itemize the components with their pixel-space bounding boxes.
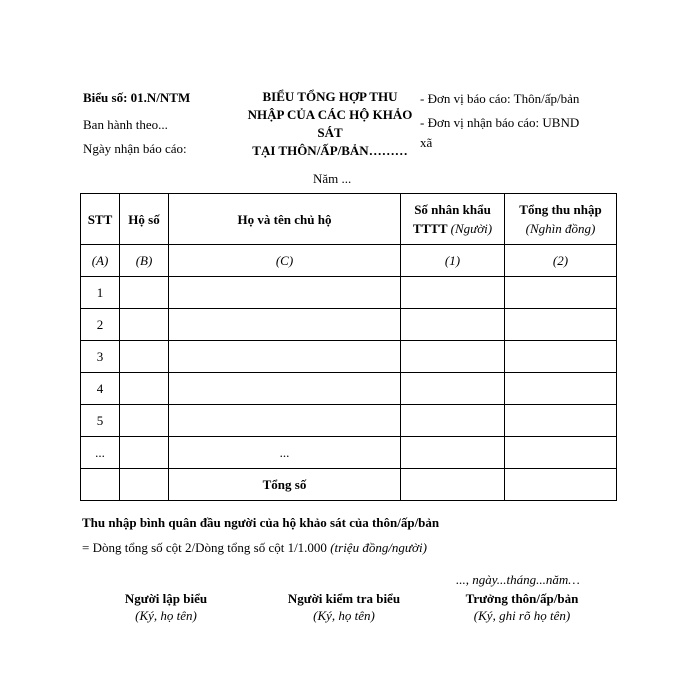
avg-income-label: Thu nhập bình quân đầu người của hộ khảo sát của thôn/ấp/bản xyxy=(82,515,440,530)
ho-ten-cell[interactable] xyxy=(169,277,401,309)
row-number: 1 xyxy=(81,277,120,309)
nhan-khau-cell[interactable] xyxy=(401,437,505,469)
thu-nhap-cell[interactable] xyxy=(505,309,617,341)
ho-ten-cell[interactable] xyxy=(169,309,401,341)
formula-line xyxy=(82,540,427,556)
signer-2 xyxy=(268,590,420,625)
ho-so-cell[interactable] xyxy=(120,373,169,405)
code-cell: (A) xyxy=(81,245,120,277)
header-row xyxy=(81,194,617,245)
title-line-3: SÁT xyxy=(317,125,343,140)
formula-text: = Dòng tổng số cột 2/Dòng tổng số cột 1/1.000 xyxy=(82,540,327,555)
table-row xyxy=(81,341,617,373)
signer-title: Người lập biểu xyxy=(124,591,208,606)
formula-unit: (triệu đồng/người) xyxy=(330,540,427,555)
row-number: 4 xyxy=(81,373,120,405)
report-year: Năm ... xyxy=(313,171,352,186)
received-date: Ngày nhận báo cáo: xyxy=(83,141,187,156)
col-ho-ten-header: Họ và tên chủ hộ xyxy=(169,194,401,245)
total-label: Tổng số xyxy=(169,469,401,501)
ho-ten-cell[interactable] xyxy=(169,405,401,437)
ho-so-cell[interactable] xyxy=(120,341,169,373)
signer-sub: (Ký, họ tên) xyxy=(135,608,197,623)
thu-nhap-label: Tổng thu nhập xyxy=(519,202,602,217)
signer-sub: (Ký, họ tên) xyxy=(313,608,375,623)
table-row xyxy=(81,373,617,405)
thu-nhap-cell[interactable] xyxy=(505,341,617,373)
row-number: 3 xyxy=(81,341,120,373)
col-nhan-khau-header xyxy=(401,194,505,245)
nhan-khau-label: Số nhân khẩu xyxy=(414,202,491,217)
receiving-unit-cont: xã xyxy=(420,135,433,150)
nhan-khau-cell[interactable] xyxy=(401,373,505,405)
row-number: 5 xyxy=(81,405,120,437)
form-code: Biểu số: 01.N/NTM xyxy=(83,90,191,105)
col-ho-so-header: Hộ số xyxy=(120,194,169,245)
form-title xyxy=(230,88,430,160)
signer-1 xyxy=(104,590,228,625)
ho-so-cell[interactable] xyxy=(120,309,169,341)
table-row xyxy=(81,309,617,341)
ho-so-cell[interactable] xyxy=(120,277,169,309)
reporting-unit: - Đơn vị báo cáo: Thôn/ấp/bản xyxy=(420,91,580,106)
total-empty xyxy=(120,469,169,501)
signer-title: Người kiểm tra biểu xyxy=(287,591,401,606)
nhan-khau-cell[interactable] xyxy=(401,309,505,341)
title-line-4: TẠI THÔN/ẤP/BẢN……… xyxy=(252,143,408,158)
table-row xyxy=(81,437,617,469)
row-number: 2 xyxy=(81,309,120,341)
total-thu-nhap-cell[interactable] xyxy=(505,469,617,501)
nhan-khau-cell[interactable] xyxy=(401,341,505,373)
title-line-1: BIỂU TỔNG HỢP THU xyxy=(262,89,398,104)
total-empty xyxy=(81,469,120,501)
ho-so-cell[interactable] xyxy=(120,405,169,437)
col-thu-nhap-header xyxy=(505,194,617,245)
total-row xyxy=(81,469,617,501)
signer-sub: (Ký, ghi rõ họ tên) xyxy=(473,608,571,623)
code-cell: (C) xyxy=(169,245,401,277)
ho-so-cell[interactable] xyxy=(120,437,169,469)
code-row xyxy=(81,245,617,277)
ho-ten-cell-ellipsis: ... xyxy=(169,437,401,469)
income-table xyxy=(80,193,617,501)
ho-ten-cell[interactable] xyxy=(169,341,401,373)
code-cell: (1) xyxy=(401,245,505,277)
date-line: ..., ngày...tháng...năm… xyxy=(456,572,580,587)
signer-title: Trưởng thôn/ấp/bản xyxy=(465,591,579,606)
receiving-unit: - Đơn vị nhận báo cáo: UBND xyxy=(420,115,580,130)
table-row xyxy=(81,405,617,437)
code-cell: (2) xyxy=(505,245,617,277)
thu-nhap-cell[interactable] xyxy=(505,437,617,469)
nhan-khau-unit: (Người) xyxy=(450,221,493,236)
title-line-2: NHẬP CỦA CÁC HỘ KHẢO xyxy=(247,107,413,122)
thu-nhap-cell[interactable] xyxy=(505,373,617,405)
thu-nhap-cell[interactable] xyxy=(505,405,617,437)
nhan-khau-cell[interactable] xyxy=(401,277,505,309)
table-row xyxy=(81,277,617,309)
thu-nhap-cell[interactable] xyxy=(505,277,617,309)
nhan-khau-cell[interactable] xyxy=(401,405,505,437)
nhan-khau-label-2: TTTT xyxy=(412,221,448,236)
signer-3 xyxy=(452,590,592,625)
row-number: ... xyxy=(81,437,120,469)
code-cell: (B) xyxy=(120,245,169,277)
col-stt-header: STT xyxy=(81,194,120,245)
thu-nhap-unit: (Nghìn đồng) xyxy=(525,221,596,236)
unit-block xyxy=(420,89,605,153)
ho-ten-cell[interactable] xyxy=(169,373,401,405)
issued-by: Ban hành theo... xyxy=(83,117,168,132)
total-nhan-khau-cell[interactable] xyxy=(401,469,505,501)
